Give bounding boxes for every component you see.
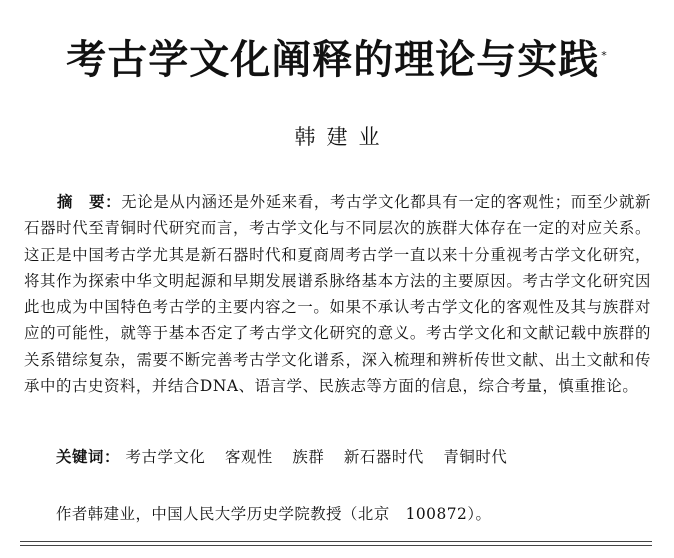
keywords <box>56 444 656 470</box>
keyword: 考古学文化 <box>125 448 206 466</box>
article-title <box>0 36 674 84</box>
abstract-label: 摘 要： <box>57 193 122 211</box>
abstract <box>24 189 651 399</box>
footer-rule-bottom <box>20 545 652 546</box>
article-title-text: 考古学文化阐释的理论与实践 <box>66 37 600 83</box>
author-name: 韩建业 <box>294 125 391 149</box>
keyword: 客观性 <box>224 448 273 466</box>
keywords-label: 关键词： <box>56 448 120 466</box>
title-footnote-mark: * <box>601 49 608 62</box>
footer-rule-top <box>20 541 652 542</box>
keyword: 新石器时代 <box>343 448 424 466</box>
author-affiliation: 作者韩建业，中国人民大学历史学院教授（北京 100872）。 <box>56 505 492 523</box>
keyword: 族群 <box>292 448 325 466</box>
keyword: 青铜时代 <box>443 448 508 466</box>
abstract-text: 无论是从内涵还是外延来看，考古学文化都具有一定的客观性；而至少就新石器时代至青铜时代研究而言，考古学文化与不同层次的族群大体存在一定的对应关系。这正是中国考古学尤其是新石器时代和夏商周考古学一直以来十分重视考古学文化研究，将其作为探索中华文明起源和早期发展谱系脉络基本方法的主要原因。考古学文化研究因此也成为中国特色考古学的主要内容之一。如果不承认考古学文化的客观性及其与族群对应的可能性，就等于基本否定了考古学文化研究的意义。考古学文化和文献记载中族群的关系错综复杂，需要不断完善考古学文化谱系，深入梳理和辨析传世文献、出土文献和传承中的古史资料，并结合DNA、语言学、民族志等方面的信息，综合考量，慎重推论。 <box>24 193 651 396</box>
